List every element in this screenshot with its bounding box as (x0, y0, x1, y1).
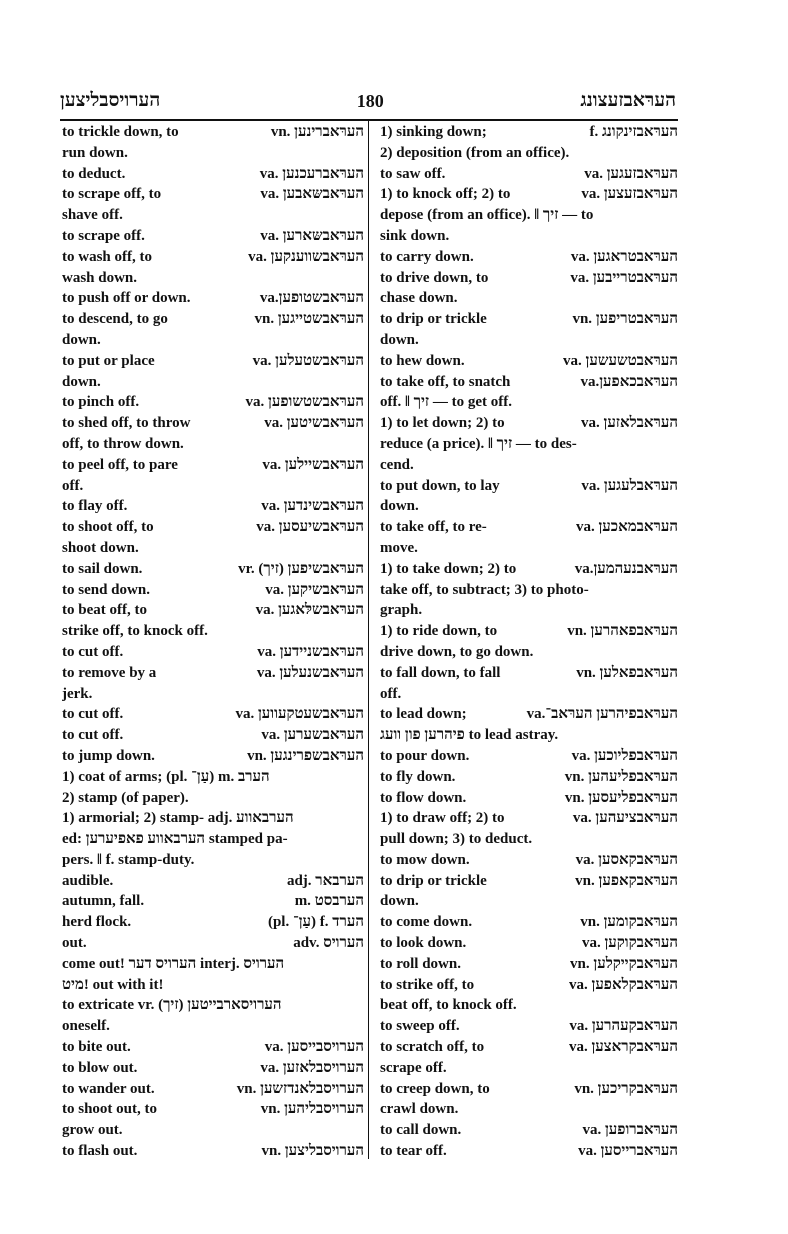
entry-line (380, 434, 678, 455)
entry-english: to scrape off, to (62, 186, 162, 203)
entry-headword: vn. הערּאברינען (270, 124, 364, 140)
entry-english: pull down; 3) to deduct. (380, 831, 533, 848)
entry-line (62, 288, 364, 309)
entry-line (380, 746, 678, 767)
entry-headword: vn. הערּאבשטייגען (254, 311, 364, 328)
entry-headword: va. הערּאבשטעלען (252, 352, 364, 369)
entry-line (62, 975, 364, 996)
entry-line (62, 912, 364, 933)
entry-headword: va. הערּאברופען (582, 1122, 678, 1139)
entry-line (380, 912, 678, 933)
entry-english: to roll down. (380, 955, 461, 972)
entry-headword: va. הערּאבלאזען (581, 415, 678, 432)
entry-headword: vn. הערּאבקומען (580, 914, 678, 931)
entry-line (380, 496, 678, 517)
entry-english: 1) armorial; 2) stamp- adj. הערבאווע (62, 810, 294, 827)
entry-line (62, 954, 364, 975)
entry-english: down. (62, 373, 101, 390)
entry-english: to flay off. (62, 498, 128, 515)
entry-line (62, 684, 364, 705)
entry-line (380, 684, 678, 705)
entry-english: come out! הערויס דער interj. הערויס (62, 955, 285, 972)
entry-english: to fly down. (380, 768, 456, 785)
entry-headword: vn. הערּאבפאהרען (567, 623, 678, 640)
entry-english: to extricate vr. (זיך) הערויסארבייטען (62, 997, 282, 1014)
entry-english: 2) stamp (of paper). (62, 789, 189, 806)
entry-line (380, 995, 678, 1016)
entry-headword: vn. הערויסבליהען (260, 1101, 364, 1118)
entry-line (62, 1099, 364, 1120)
entry-line (380, 559, 678, 580)
entry-line (62, 850, 364, 871)
entry-english: to cut off. (62, 643, 124, 660)
entry-english: graph. (380, 602, 423, 619)
entry-english: jerk. (62, 685, 93, 702)
entry-line (62, 538, 364, 559)
entry-headword: va. הערּאבלעגען (581, 477, 678, 494)
entry-line (62, 392, 364, 413)
entry-english: depose (from an office). ‖ זיך — to (380, 207, 594, 224)
entry-english: to jump down. (62, 747, 155, 764)
entry-headword: va.הערּאבכאפען (580, 373, 678, 390)
entry-line (380, 829, 678, 850)
entry-headword: vn. הערּאבפליעסען (564, 789, 678, 806)
entry-line (380, 1079, 678, 1100)
entry-english: 1) to ride down, to (380, 623, 498, 640)
running-header (60, 84, 676, 118)
entry-line (380, 330, 678, 351)
entry-line (380, 455, 678, 476)
entry-english: to scrape off. (62, 227, 145, 244)
entry-english: to come down. (380, 914, 473, 931)
entry-english: audible. (62, 872, 114, 889)
entry-line (380, 309, 678, 330)
entry-english: to cut off. (62, 706, 124, 723)
entry-line (62, 247, 364, 268)
entry-english: shoot down. (62, 539, 139, 556)
entry-headword: vn. הערּאבפליעהען (564, 768, 678, 785)
entry-line (62, 704, 364, 725)
entry-english: crawl down. (380, 1101, 459, 1118)
entry-english: to send down. (62, 581, 150, 598)
entry-headword: va. הערּאברייסען (578, 1143, 678, 1160)
entry-line (380, 788, 678, 809)
entry-line (62, 746, 364, 767)
entry-line (62, 496, 364, 517)
entry-line (380, 205, 678, 226)
entry-line (62, 351, 364, 372)
entry-english: run down. (62, 144, 128, 161)
entry-line (380, 954, 678, 975)
entry-line (62, 1058, 364, 1079)
entry-line (380, 580, 678, 601)
entry-headword: vn. הערויסבלאנדזשען (236, 1080, 364, 1097)
entry-line (62, 767, 364, 788)
entry-headword: vn. הערּאבקייקלען (570, 955, 678, 972)
entry-english: herd flock. (62, 914, 132, 931)
entry-line (380, 704, 678, 725)
entry-headword: va. הערּאבשעטקעווען (235, 706, 364, 723)
entry-line (62, 580, 364, 601)
entry-english: to flow down. (380, 789, 467, 806)
entry-english: to pinch off. (62, 394, 140, 411)
entry-english: to bite out. (62, 1039, 131, 1056)
entry-english: 2) deposition (from an office). (380, 144, 570, 161)
entry-line (62, 1079, 364, 1100)
entry-headword: va. הערּאבזעגען (584, 165, 678, 182)
entry-line (380, 476, 678, 497)
entry-line (62, 642, 364, 663)
entry-headword: va. הערּאבמאכען (575, 519, 678, 536)
entry-english: to push off or down. (62, 290, 191, 307)
entry-line (62, 226, 364, 247)
entry-line (62, 663, 364, 684)
entry-line (380, 143, 678, 164)
entry-line (380, 164, 678, 185)
entry-headword: vn. הערּאבשפרינגען (247, 747, 364, 764)
entry-headword: va. הערּאבטרייבען (570, 269, 678, 286)
entry-line (380, 767, 678, 788)
entry-english: to trickle down, to (62, 124, 179, 140)
entry-headword: va. הערּאבשּארען (260, 227, 364, 244)
entry-headword: va.הערּאבנעהמען (574, 560, 678, 577)
entry-line (380, 413, 678, 434)
entry-english: 1) to let down; 2) to (380, 415, 505, 432)
entry-english: pers. ‖ f. stamp-duty. (62, 851, 195, 868)
entry-line (62, 559, 364, 580)
entry-line (62, 1141, 364, 1162)
entry-line (62, 143, 364, 164)
right-column (380, 122, 678, 1162)
entry-headword: va. הערויסבייסען (264, 1039, 364, 1056)
entry-line (380, 372, 678, 393)
entry-english: down. (380, 331, 419, 348)
entry-english: to scratch off, to (380, 1039, 485, 1056)
entry-line (62, 808, 364, 829)
entry-headword: va. הערּאבשיקען (265, 581, 364, 598)
entry-line (380, 351, 678, 372)
page-number: 180 (356, 90, 384, 111)
entry-line (62, 372, 364, 393)
entry-line (380, 247, 678, 268)
entry-headword: va. הערּאבשנעלען (256, 664, 364, 681)
entry-english: sink down. (380, 227, 450, 244)
entry-line (380, 517, 678, 538)
entry-line (62, 517, 364, 538)
entry-line (380, 226, 678, 247)
entry-headword: va. הערּאברעכנען (259, 165, 364, 182)
entry-headword: va. הערּאבשּאבען (260, 186, 364, 203)
entry-line (380, 1037, 678, 1058)
entry-headword: va. הערּאבציעהען (572, 810, 678, 827)
entry-headword: va. הערּאבשניידען (257, 643, 364, 660)
entry-english: to remove by a (62, 664, 157, 681)
entry-english: to wander out. (62, 1080, 155, 1097)
entry-english: cend. (380, 456, 414, 473)
header-rule (60, 119, 678, 121)
entry-line (62, 184, 364, 205)
entry-english: to call down. (380, 1122, 462, 1139)
entry-line (380, 600, 678, 621)
entry-english: to shoot out, to (62, 1101, 158, 1118)
entry-headword: va. הערּאבשלּאגען (255, 602, 364, 619)
entry-english: מיט! out with it! (62, 976, 164, 993)
entry-english: off, to throw down. (62, 435, 184, 452)
entry-headword: va. הערּאבזעצען (581, 186, 678, 203)
entry-line (380, 871, 678, 892)
entry-english: to drip or trickle (380, 311, 487, 328)
entry-headword: va. הערויסבלאזען (260, 1059, 364, 1076)
entry-english: to drip or trickle (380, 872, 487, 889)
entry-headword: va. הערּאבקעהרען (569, 1018, 678, 1035)
entry-english: oneself. (62, 1018, 110, 1035)
entry-line (62, 455, 364, 476)
entry-line (380, 184, 678, 205)
entry-english: to creep down, to (380, 1080, 490, 1097)
entry-english: to wash off, to (62, 248, 152, 265)
entry-line (62, 725, 364, 746)
entry-headword: va. הערּאבטראגען (570, 248, 678, 265)
entry-english: to shed off, to throw (62, 415, 191, 432)
entry-line (62, 330, 364, 351)
entry-headword: va. הערּאבשיטען (264, 415, 364, 432)
entry-english: out. (62, 935, 87, 952)
entry-english: to sweep off. (380, 1018, 460, 1035)
header-right-word: הערּאבזעצונג (580, 90, 676, 111)
entry-line (62, 1120, 364, 1141)
entry-line (380, 288, 678, 309)
entry-english: to flash out. (62, 1143, 138, 1160)
column-divider (368, 119, 369, 1159)
entry-english: to put down, to lay (380, 477, 500, 494)
entry-headword: va. הערּאבקאסען (575, 851, 678, 868)
entry-line (62, 309, 364, 330)
entry-english: פיהרען פון וועג to lead astray. (380, 727, 559, 744)
entry-line (380, 933, 678, 954)
entry-headword: va.הערּאבשטופען (259, 290, 364, 307)
entry-english: to take off, to snatch (380, 373, 511, 390)
entry-english: to beat off, to (62, 602, 147, 619)
entry-line (62, 122, 364, 143)
entry-line (380, 725, 678, 746)
entry-line (380, 1141, 678, 1162)
entry-line (62, 891, 364, 912)
entry-english: 1) coat of arms; (pl. עַן־) m. הערב (62, 768, 270, 785)
entry-english: to descend, to go (62, 311, 168, 328)
entry-english: scrape off. (380, 1059, 447, 1076)
entry-headword: va. הערּאבשווענקען (248, 248, 364, 265)
entry-headword: va. הערּאבשיעסען (256, 519, 364, 536)
entry-english: 1) to draw off; 2) to (380, 810, 505, 827)
entry-line (62, 871, 364, 892)
entry-headword: vn. הערּאבקריכען (574, 1080, 678, 1097)
entry-english: to peel off, to pare (62, 456, 178, 473)
entry-headword: va. הערּאבקלאפען (569, 976, 678, 993)
entry-english: 1) sinking down; (380, 124, 487, 140)
entry-headword: va. הערּאבשיילען (262, 456, 364, 473)
entry-english: autumn, fall. (62, 893, 145, 910)
entry-english: take off, to subtract; 3) to photo- (380, 581, 589, 598)
entry-headword: (pl. עַן־) f. הערד (267, 914, 364, 931)
entry-english: off. (380, 685, 402, 702)
entry-english: 1) to take down; 2) to (380, 560, 517, 577)
entry-line (62, 205, 364, 226)
entry-headword: vr. (זיך) הערּאבשיפען (238, 560, 364, 577)
left-column (62, 122, 364, 1162)
entry-line (62, 1037, 364, 1058)
entry-english: wash down. (62, 269, 138, 286)
entry-headword: adv. הערויס (293, 935, 364, 952)
entry-english: off. (62, 477, 84, 494)
entry-line (380, 663, 678, 684)
entry-english: down. (380, 893, 419, 910)
entry-english: to take off, to re- (380, 519, 487, 536)
entry-headword: va. הערּאבקוקען (581, 935, 678, 952)
entry-english: to tear off. (380, 1143, 447, 1160)
entry-line (380, 268, 678, 289)
entry-line (62, 933, 364, 954)
entry-headword: adj. הערבאר (286, 872, 364, 889)
entry-line (380, 975, 678, 996)
entry-english: beat off, to knock off. (380, 997, 517, 1014)
entry-headword: va. הערּאבשערען (261, 727, 364, 744)
entry-line (380, 808, 678, 829)
entry-line (380, 392, 678, 413)
entry-line (62, 268, 364, 289)
entry-line (62, 600, 364, 621)
entry-english: to shoot off, to (62, 519, 154, 536)
entry-english: down. (380, 498, 419, 515)
entry-english: to drive down, to (380, 269, 489, 286)
entry-english: 1) to knock off; 2) to (380, 186, 511, 203)
entry-english: grow out. (62, 1122, 123, 1139)
entry-english: to put or place (62, 352, 155, 369)
entry-english: ed: הערבאווע פאפיערען stamped pa- (62, 831, 288, 848)
entry-english: to cut off. (62, 727, 124, 744)
entry-headword: va. הערּאבשינדען (261, 498, 364, 515)
entry-headword: vn. הערּאבקאפען (575, 872, 678, 889)
entry-english: to fall down, to fall (380, 664, 501, 681)
entry-english: shave off. (62, 207, 123, 224)
entry-english: to hew down. (380, 352, 465, 369)
entry-line (380, 642, 678, 663)
entry-english: to carry down. (380, 248, 474, 265)
entry-english: move. (380, 539, 418, 556)
entry-headword: va. הערּאבפליוכען (571, 747, 678, 764)
entry-english: to lead down; (380, 706, 467, 723)
entry-english: chase down. (380, 290, 458, 307)
entry-line (62, 413, 364, 434)
entry-headword: va. הערּאבקראצען (568, 1039, 678, 1056)
entry-english: to saw off. (380, 165, 446, 182)
entry-line (62, 829, 364, 850)
entry-headword: vn. הערויסבליצען (261, 1143, 364, 1160)
entry-english: strike off, to knock off. (62, 623, 208, 640)
entry-english: to strike off, to (380, 976, 475, 993)
entry-line (62, 788, 364, 809)
entry-english: to pour down. (380, 747, 470, 764)
entry-english: off. ‖ זיך — to get off. (380, 394, 512, 411)
entry-english: to blow out. (62, 1059, 138, 1076)
entry-line (62, 621, 364, 642)
entry-line (62, 476, 364, 497)
entry-english: drive down, to go down. (380, 643, 534, 660)
entry-headword: vn. הערּאבטריפען (572, 311, 678, 328)
entry-english: to deduct. (62, 165, 126, 182)
entry-line (380, 621, 678, 642)
entry-line (380, 1120, 678, 1141)
entry-headword: m. הערבסט (294, 893, 364, 910)
entry-line (62, 164, 364, 185)
entry-headword: vn. הערּאבפאלען (576, 664, 678, 681)
entry-line (380, 122, 678, 143)
entry-english: to sail down. (62, 560, 143, 577)
entry-headword: f. הערּאבזינקונג (589, 124, 678, 140)
header-left-word: הערויסבליצען (60, 90, 161, 111)
entry-line (380, 850, 678, 871)
entry-line (380, 1016, 678, 1037)
entry-line (62, 1016, 364, 1037)
entry-english: to mow down. (380, 851, 470, 868)
entry-headword: va. הערּאבטשעשען (563, 352, 678, 369)
entry-line (380, 1099, 678, 1120)
entry-english: to look down. (380, 935, 467, 952)
entry-line (62, 434, 364, 455)
entry-headword: va. הערּאבשטשופען (245, 394, 364, 411)
entry-line (380, 1058, 678, 1079)
entry-line (62, 995, 364, 1016)
entry-english: reduce (a price). ‖ זיך — to des- (380, 435, 577, 452)
entry-english: down. (62, 331, 101, 348)
entry-line (380, 891, 678, 912)
entry-headword: va.הערּאבפיהרען הערּאב־ (526, 706, 678, 723)
entry-line (380, 538, 678, 559)
